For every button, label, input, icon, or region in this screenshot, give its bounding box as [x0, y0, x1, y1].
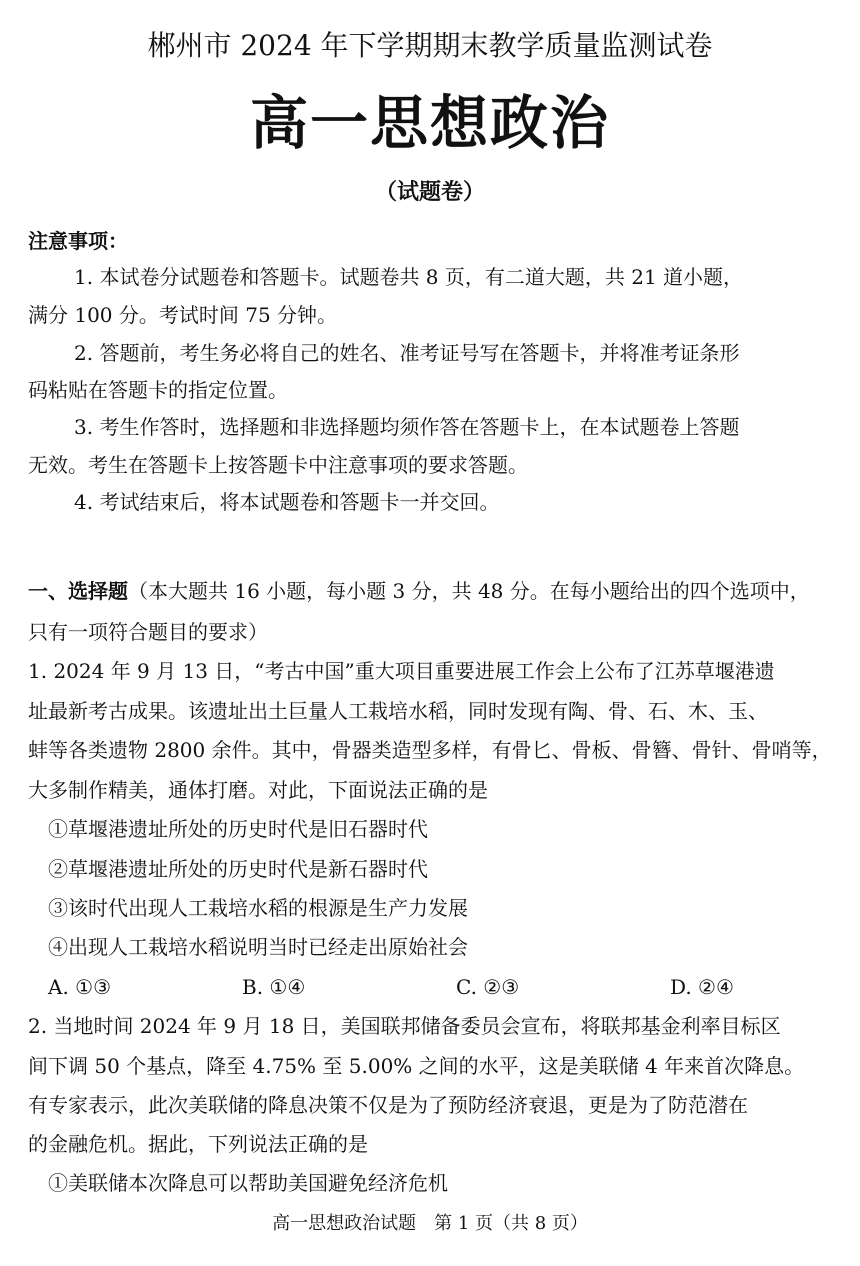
section-1-desc-cont: 只有一项符合题目的要求） — [28, 620, 268, 644]
notice-item-4: 4. 考试结束后，将本试题卷和答题卡一并交回。 — [74, 490, 500, 514]
section-1-header — [28, 578, 832, 604]
q1-statement-1: ①草堰港遗址所处的历史时代是旧石器时代 — [48, 817, 428, 841]
notice-item-3: 3. 考生作答时，选择题和非选择题均须作答在答题卡上，在本试题卷上答题 — [74, 415, 740, 439]
q2-statement-1: ①美联储本次降息可以帮助美国避免经济危机 — [48, 1171, 448, 1195]
notice-item-3-cont: 无效。考生在答题卡上按答题卡中注意事项的要求答题。 — [28, 453, 528, 477]
q1-statement-4: ④出现人工栽培水稻说明当时已经走出原始社会 — [48, 935, 468, 959]
q1-choice-c: C. ②③ — [456, 975, 520, 999]
notice-item-1: 1. 本试卷分试题卷和答题卡。试题卷共 8 页，有二道大题，共 21 道小题， — [74, 265, 744, 289]
q1-choice-d: D. ②④ — [670, 975, 734, 999]
q1-stem-line-2: 址最新考古成果。该遗址出土巨量人工栽培水稻，同时发现有陶、骨、石、木、玉、 — [28, 699, 768, 723]
q1-statement-3: ③该时代出现人工栽培水稻的根源是生产力发展 — [48, 896, 468, 920]
q2-stem-line-1: 2. 当地时间 2024 年 9 月 18 日，美国联邦储备委员会宣布，将联邦基金利率目标区 — [28, 1014, 781, 1038]
notice-item-2-cont: 码粘贴在答题卡的指定位置。 — [28, 378, 288, 402]
notice-heading: 注意事项： — [28, 229, 128, 253]
q2-stem-line-2: 间下调 50 个基点，降至 4.75% 至 5.00% 之间的水平，这是美联储 4 年来首次降息。 — [28, 1054, 805, 1078]
q1-choice-b: B. ①④ — [242, 975, 306, 999]
q1-stem-line-3: 蚌等各类遗物 2800 余件。其中，骨器类造型多样，有骨匕、骨板、骨簪、骨针、骨哨等， — [28, 738, 832, 762]
q1-stem-line-1: 1. 2024 年 9 月 13 日，“考古中国”重大项目重要进展工作会上公布了江苏草堰港遗 — [28, 659, 775, 683]
section-1-title: 一、选择题 — [28, 579, 128, 603]
subject-title: 高一思想政治 — [249, 89, 610, 157]
page-footer: 高一思想政治试题 第 1 页（共 8 页） — [272, 1213, 588, 1234]
q1-statement-2: ②草堰港遗址所处的历史时代是新石器时代 — [48, 857, 428, 881]
notice-item-1-cont: 满分 100 分。考试时间 75 分钟。 — [28, 303, 338, 327]
q1-stem-line-4: 大多制作精美，通体打磨。对此，下面说法正确的是 — [28, 778, 488, 802]
exam-title: 郴州市 2024 年下学期期末教学质量监测试卷 — [147, 29, 713, 62]
paper-type: （试题卷） — [374, 180, 485, 205]
section-1-desc: （本大题共 16 小题，每小题 3 分，共 48 分。在每小题给出的四个选项中， — [128, 579, 810, 603]
q2-stem-line-3: 有专家表示，此次美联储的降息决策不仅是为了预防经济衰退，更是为了防范潜在 — [28, 1093, 748, 1117]
notice-item-2: 2. 答题前，考生务必将自己的姓名、准考证号写在答题卡，并将准考证条形 — [74, 341, 740, 365]
q2-stem-line-4: 的金融危机。据此，下列说法正确的是 — [28, 1132, 368, 1156]
q1-choice-a: A. ①③ — [48, 975, 112, 999]
